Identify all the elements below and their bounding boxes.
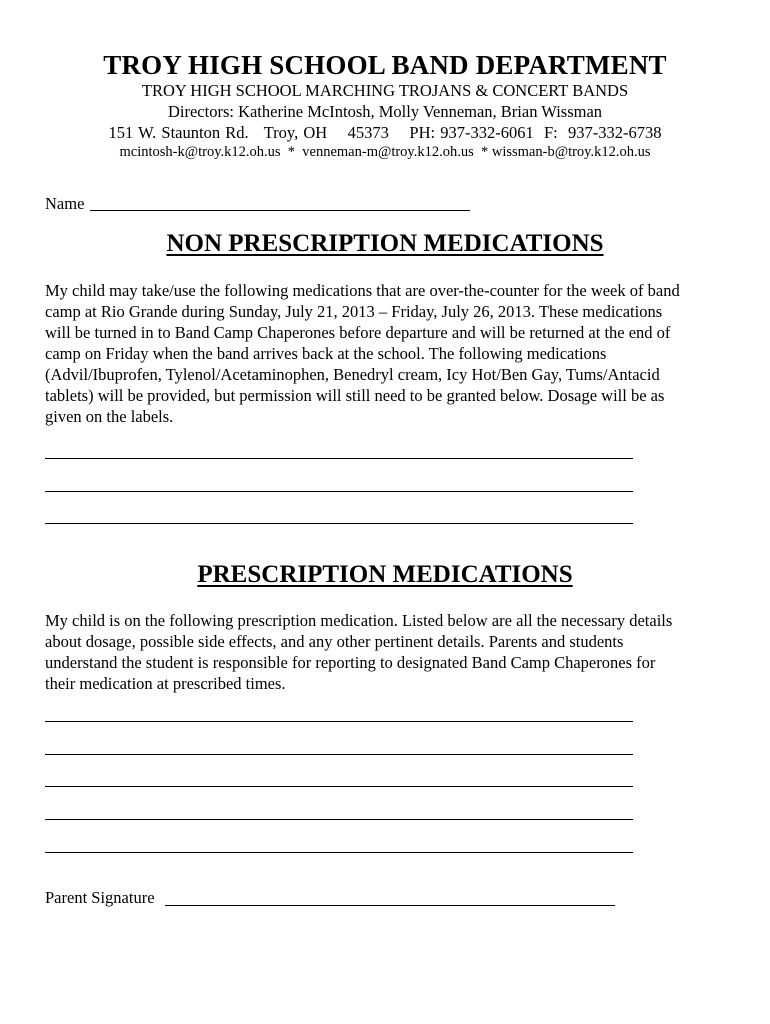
parent-signature-label: Parent Signature bbox=[45, 888, 155, 907]
bands-subtitle: TROY HIGH SCHOOL MARCHING TROJANS & CONCERT BANDS bbox=[141, 81, 629, 100]
prescription-entry-line[interactable] bbox=[45, 786, 633, 787]
paragraph-line: given on the labels. bbox=[45, 407, 174, 426]
prescription-entry-line[interactable] bbox=[45, 754, 633, 755]
prescription-entry-line[interactable] bbox=[45, 819, 633, 820]
prescription-paragraph bbox=[45, 610, 730, 694]
prescription-entry-line[interactable] bbox=[45, 852, 633, 853]
paragraph-line: (Advil/Ibuprofen, Tylenol/Acetaminophen, Benedryl cream, Icy Hot/Ben Gay, Tums/Antacid bbox=[45, 365, 660, 384]
parent-signature-field[interactable] bbox=[165, 905, 615, 906]
email-line: mcintosh-k@troy.k12.oh.us * venneman-m@troy.k12.oh.us * wissman-b@troy.k12.oh.us bbox=[119, 144, 651, 160]
name-label: Name bbox=[45, 194, 85, 213]
paragraph-line: My child is on the following prescription medication. Listed below are all the necessary details bbox=[45, 611, 673, 630]
prescription-heading: PRESCRIPTION MEDICATIONS bbox=[197, 561, 573, 588]
paragraph-line: tablets) will be provided, but permission will still need to be granted below. Dosage will be as bbox=[45, 386, 665, 405]
paragraph-line: camp on Friday when the band arrives back at the school. The following medications bbox=[45, 344, 607, 363]
paragraph-line: camp at Rio Grande during Sunday, July 21, 2013 – Friday, July 26, 2013. These medications bbox=[45, 302, 663, 321]
department-title: TROY HIGH SCHOOL BAND DEPARTMENT bbox=[103, 50, 667, 80]
non-prescription-heading: NON PRESCRIPTION MEDICATIONS bbox=[166, 230, 604, 257]
paragraph-line: will be turned in to Band Camp Chaperones before departure and will be returned at the end of bbox=[45, 323, 671, 342]
prescription-entry-line[interactable] bbox=[45, 721, 633, 722]
non-prescription-entry-line[interactable] bbox=[45, 523, 633, 524]
address-line: 151 W. Staunton Rd. Troy, OH 45373 PH: 937-332-6061 F: 937-332-6738 bbox=[108, 123, 662, 142]
directors-line: Directors: Katherine McIntosh, Molly Venneman, Brian Wissman bbox=[167, 102, 603, 121]
paragraph-line: about dosage, possible side effects, and any other pertinent details. Parents and students bbox=[45, 632, 624, 651]
paragraph-line: their medication at prescribed times. bbox=[45, 674, 286, 693]
name-field[interactable] bbox=[90, 210, 470, 211]
non-prescription-entry-line[interactable] bbox=[45, 458, 633, 459]
paragraph-line: understand the student is responsible for reporting to designated Band Camp Chaperones for bbox=[45, 653, 656, 672]
paragraph-line: My child may take/use the following medications that are over-the-counter for the week of band bbox=[45, 281, 680, 300]
non-prescription-entry-line[interactable] bbox=[45, 491, 633, 492]
non-prescription-paragraph bbox=[45, 280, 730, 427]
